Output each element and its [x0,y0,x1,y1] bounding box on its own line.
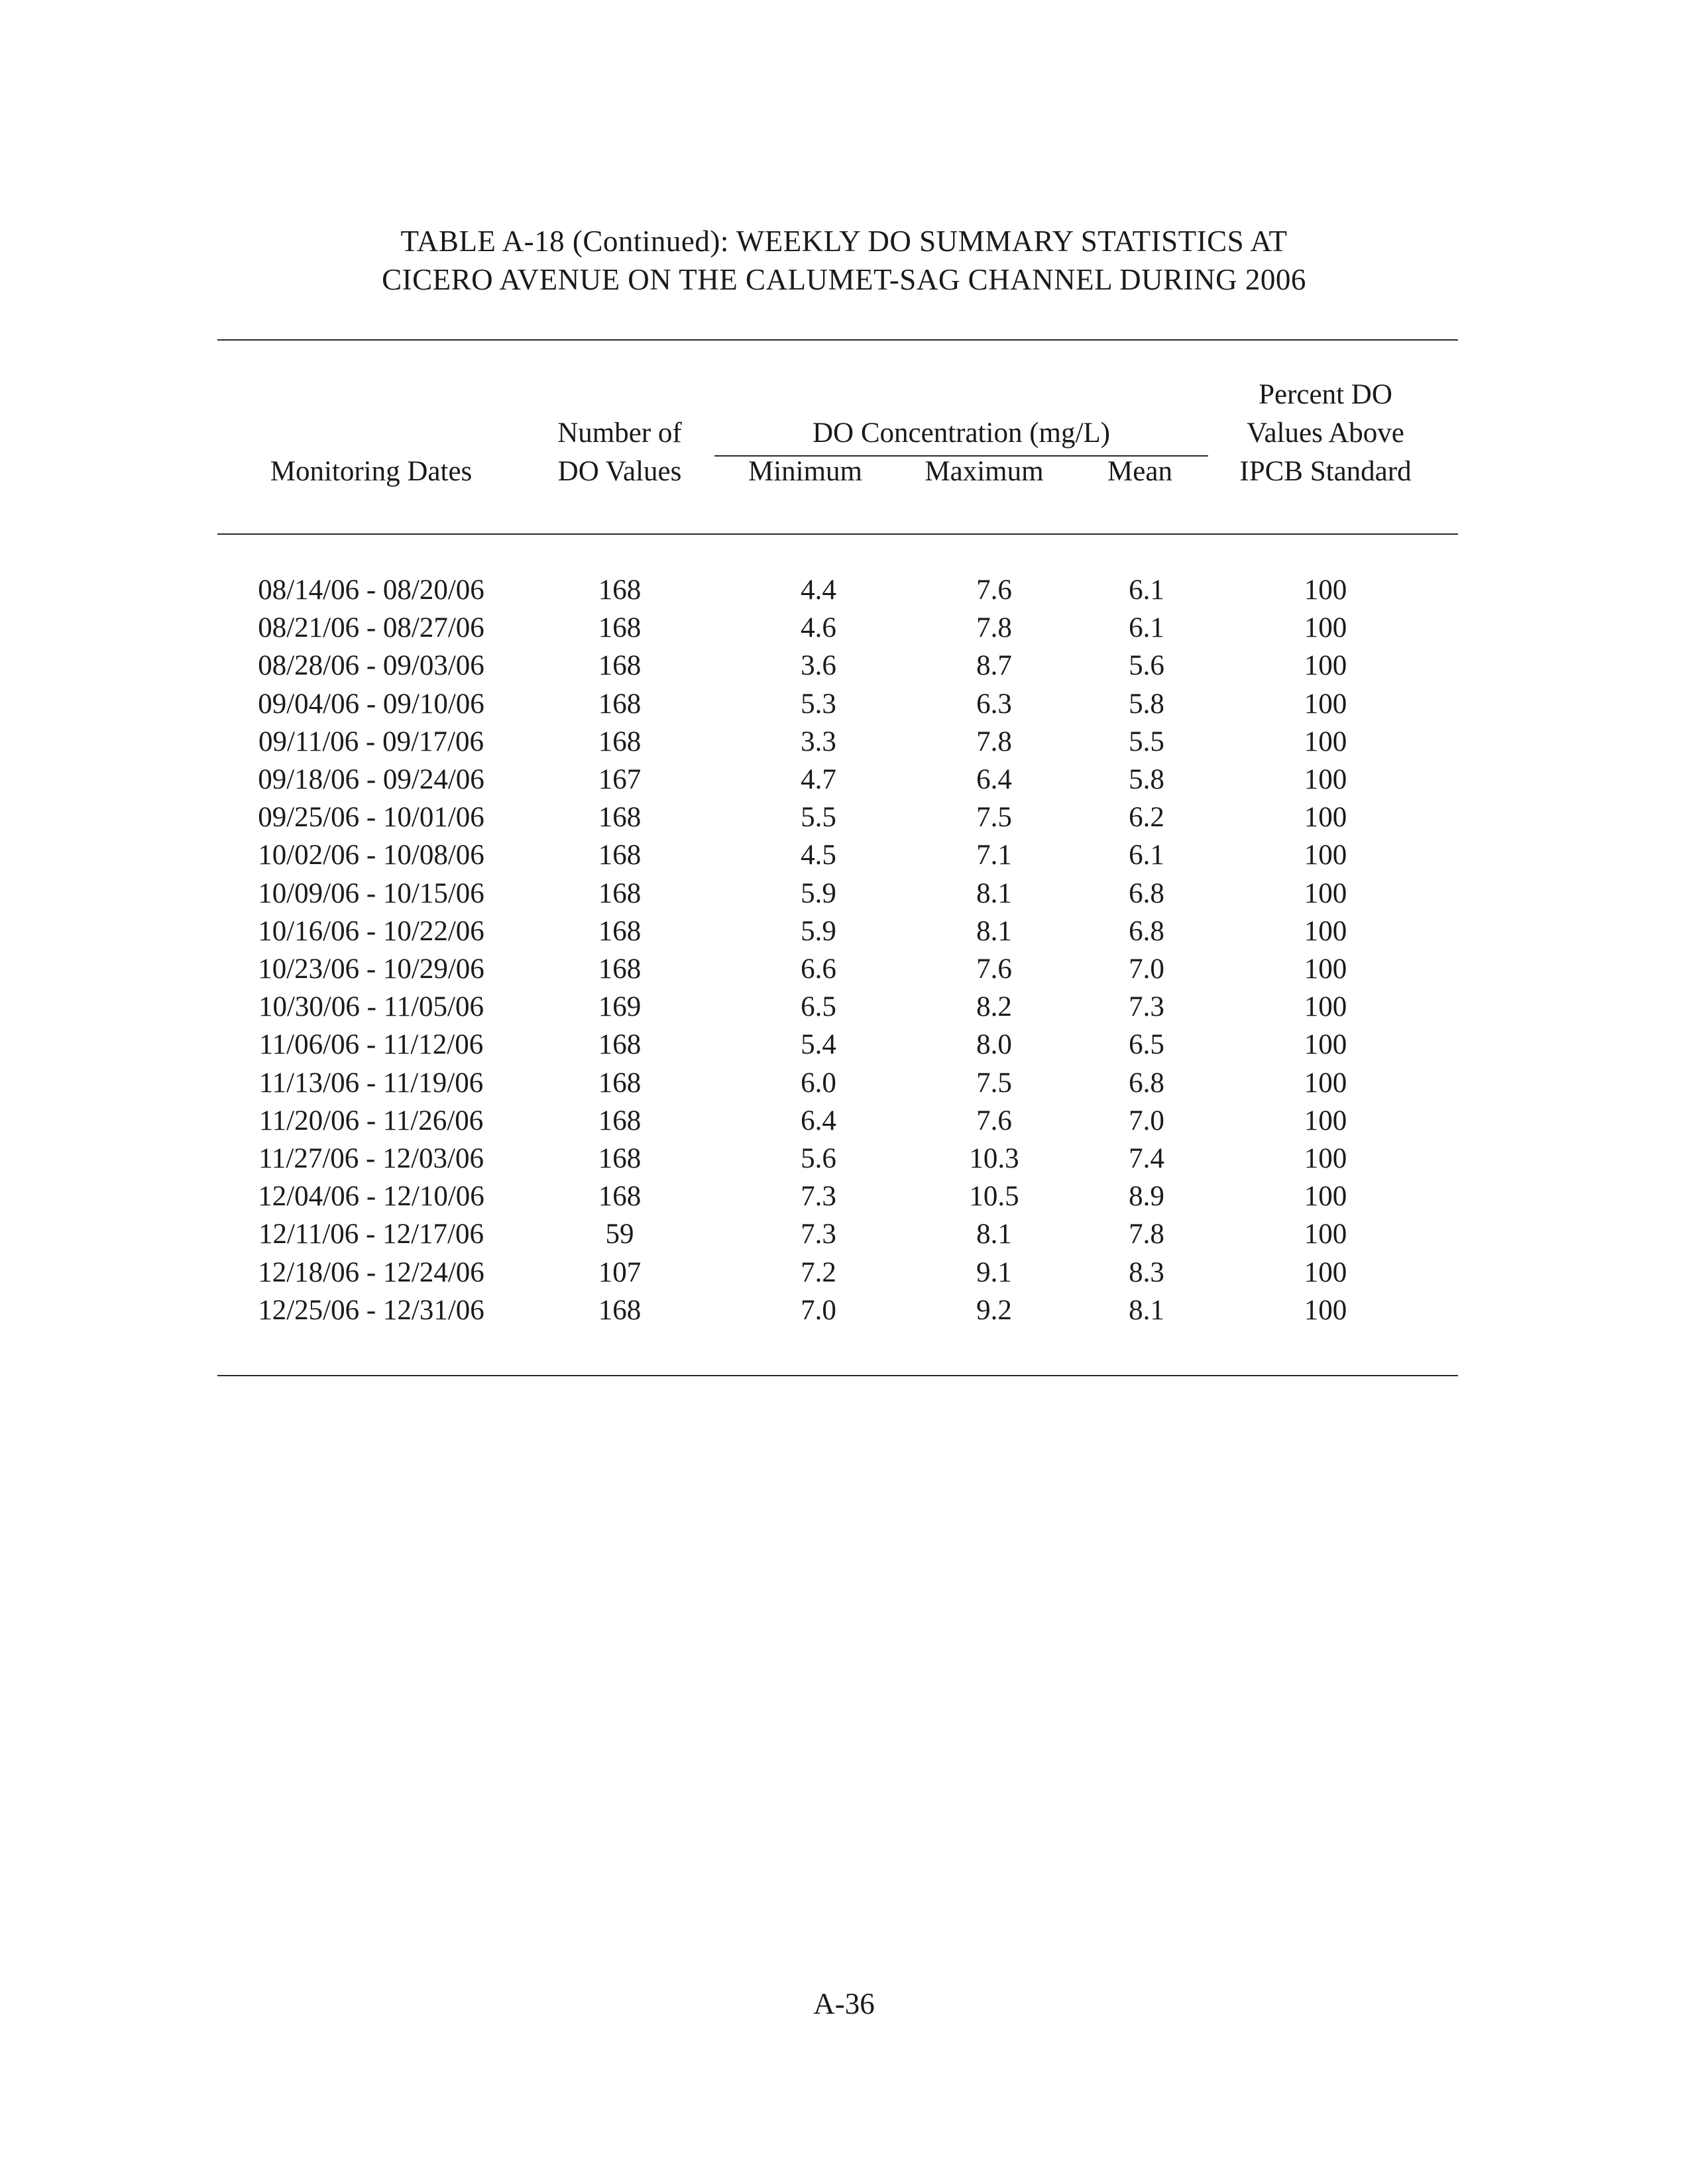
cell-percent-above-standard: 100 [1304,1029,1347,1061]
cell-minimum: 6.4 [801,1105,836,1136]
cell-mean: 7.0 [1129,1105,1164,1136]
cell-minimum: 5.3 [801,688,836,720]
cell-maximum: 10.3 [969,1143,1019,1174]
cell-do-value-count: 167 [598,764,642,795]
cell-monitoring-dates: 08/14/06 - 08/20/06 [258,574,484,606]
cell-monitoring-dates: 09/04/06 - 09/10/06 [258,688,484,720]
cell-mean: 6.8 [1129,1067,1164,1099]
cell-maximum: 9.1 [976,1256,1012,1288]
cell-mean: 6.5 [1129,1029,1164,1061]
cell-do-value-count: 168 [598,1143,642,1174]
header-monitoring-dates: Monitoring Dates [270,456,473,487]
cell-maximum: 7.1 [976,840,1012,871]
cell-monitoring-dates: 12/18/06 - 12/24/06 [258,1256,484,1288]
cell-maximum: 8.1 [976,877,1012,909]
cell-mean: 8.1 [1129,1294,1164,1326]
cell-minimum: 5.4 [801,1029,836,1061]
cell-percent-above-standard: 100 [1304,612,1347,644]
cell-monitoring-dates: 10/23/06 - 10/29/06 [258,954,484,985]
cell-maximum: 6.3 [976,688,1012,720]
cell-percent-above-standard: 100 [1304,1105,1347,1136]
header-ipcb-standard: IPCB Standard [1239,456,1412,487]
cell-do-value-count: 168 [598,1294,642,1326]
header-do-concentration: DO Concentration (mg/L) [812,417,1110,449]
cell-minimum: 5.9 [801,915,836,947]
cell-do-value-count: 168 [598,688,642,720]
cell-percent-above-standard: 100 [1304,954,1347,985]
cell-mean: 7.8 [1129,1219,1164,1250]
cell-percent-above-standard: 100 [1304,688,1347,720]
cell-minimum: 7.3 [801,1219,836,1250]
cell-do-value-count: 168 [598,1105,642,1136]
cell-monitoring-dates: 08/28/06 - 09/03/06 [258,650,484,682]
cell-monitoring-dates: 10/30/06 - 11/05/06 [258,991,484,1023]
cell-maximum: 7.6 [976,574,1012,606]
cell-minimum: 7.0 [801,1294,836,1326]
cell-maximum: 10.5 [969,1181,1019,1213]
cell-percent-above-standard: 100 [1304,1181,1347,1213]
page-number: A-36 [813,1987,875,2020]
cell-percent-above-standard: 100 [1304,991,1347,1023]
cell-percent-above-standard: 100 [1304,840,1347,871]
cell-do-value-count: 168 [598,726,642,757]
cell-percent-above-standard: 100 [1304,764,1347,795]
cell-do-value-count: 168 [598,1067,642,1099]
cell-maximum: 7.8 [976,612,1012,644]
cell-do-value-count: 168 [598,1029,642,1061]
cell-minimum: 6.5 [801,991,836,1023]
cell-monitoring-dates: 10/16/06 - 10/22/06 [258,915,484,947]
cell-monitoring-dates: 08/21/06 - 08/27/06 [258,612,484,644]
cell-maximum: 9.2 [976,1294,1012,1326]
cell-minimum: 7.3 [801,1181,836,1213]
cell-mean: 6.8 [1129,915,1164,947]
cell-percent-above-standard: 100 [1304,1067,1347,1099]
cell-minimum: 6.6 [801,954,836,985]
cell-mean: 7.0 [1129,954,1164,985]
cell-maximum: 7.6 [976,1105,1012,1136]
cell-monitoring-dates: 09/25/06 - 10/01/06 [258,802,484,834]
cell-percent-above-standard: 100 [1304,726,1347,757]
cell-mean: 6.2 [1129,802,1164,834]
header-maximum: Maximum [925,456,1044,487]
cell-maximum: 8.0 [976,1029,1012,1061]
cell-mean: 5.8 [1129,764,1164,795]
cell-percent-above-standard: 100 [1304,1219,1347,1250]
cell-mean: 7.3 [1129,991,1164,1023]
cell-percent-above-standard: 100 [1304,915,1347,947]
header-mean: Mean [1107,456,1172,487]
cell-minimum: 4.7 [801,764,836,795]
cell-do-value-count: 168 [598,877,642,909]
cell-minimum: 6.0 [801,1067,836,1099]
cell-do-value-count: 168 [598,1181,642,1213]
cell-minimum: 4.4 [801,574,836,606]
cell-maximum: 8.2 [976,991,1012,1023]
cell-minimum: 3.6 [801,650,836,682]
cell-maximum: 7.5 [976,1067,1012,1099]
cell-mean: 6.8 [1129,877,1164,909]
cell-do-value-count: 59 [605,1219,634,1250]
cell-minimum: 5.5 [801,802,836,834]
cell-mean: 6.1 [1129,612,1164,644]
cell-minimum: 5.9 [801,877,836,909]
cell-maximum: 8.1 [976,1219,1012,1250]
cell-minimum: 7.2 [801,1256,836,1288]
cell-maximum: 7.6 [976,954,1012,985]
header-rule [217,533,1458,535]
cell-do-value-count: 168 [598,612,642,644]
cell-percent-above-standard: 100 [1304,1294,1347,1326]
top-rule [217,339,1458,341]
cell-do-value-count: 168 [598,802,642,834]
cell-monitoring-dates: 12/04/06 - 12/10/06 [258,1181,484,1213]
cell-monitoring-dates: 12/11/06 - 12/17/06 [258,1219,484,1250]
cell-do-value-count: 107 [598,1256,642,1288]
cell-monitoring-dates: 09/11/06 - 09/17/06 [258,726,484,757]
cell-monitoring-dates: 12/25/06 - 12/31/06 [258,1294,484,1326]
table-title-line-2: CICERO AVENUE ON THE CALUMET-SAG CHANNEL DURING 2006 [382,263,1306,296]
cell-monitoring-dates: 09/18/06 - 09/24/06 [258,764,484,795]
cell-mean: 8.9 [1129,1181,1164,1213]
cell-percent-above-standard: 100 [1304,1143,1347,1174]
cell-minimum: 4.5 [801,840,836,871]
header-percent-do: Percent DO [1259,379,1392,410]
cell-mean: 6.1 [1129,574,1164,606]
cell-minimum: 3.3 [801,726,836,757]
cell-maximum: 8.7 [976,650,1012,682]
cell-do-value-count: 168 [598,650,642,682]
cell-monitoring-dates: 11/20/06 - 11/26/06 [258,1105,484,1136]
header-number-of: Number of [557,417,682,449]
cell-monitoring-dates: 11/27/06 - 12/03/06 [258,1143,484,1174]
cell-maximum: 6.4 [976,764,1012,795]
header-minimum: Minimum [748,456,863,487]
header-do-values: DO Values [557,456,682,487]
cell-percent-above-standard: 100 [1304,650,1347,682]
cell-percent-above-standard: 100 [1304,802,1347,834]
bottom-rule [217,1375,1458,1376]
cell-do-value-count: 168 [598,840,642,871]
cell-do-value-count: 168 [598,574,642,606]
cell-do-value-count: 168 [598,954,642,985]
cell-do-value-count: 168 [598,915,642,947]
table-title-line-1: TABLE A-18 (Continued): WEEKLY DO SUMMARY STATISTICS AT [400,225,1288,258]
cell-monitoring-dates: 11/13/06 - 11/19/06 [258,1067,484,1099]
cell-maximum: 8.1 [976,915,1012,947]
header-values-above: Values Above [1247,417,1404,449]
cell-monitoring-dates: 10/09/06 - 10/15/06 [258,877,484,909]
cell-mean: 5.6 [1129,650,1164,682]
cell-mean: 6.1 [1129,840,1164,871]
cell-percent-above-standard: 100 [1304,1256,1347,1288]
cell-monitoring-dates: 10/02/06 - 10/08/06 [258,840,484,871]
cell-maximum: 7.8 [976,726,1012,757]
cell-mean: 8.3 [1129,1256,1164,1288]
cell-percent-above-standard: 100 [1304,574,1347,606]
cell-mean: 5.8 [1129,688,1164,720]
cell-mean: 5.5 [1129,726,1164,757]
cell-do-value-count: 169 [598,991,642,1023]
cell-percent-above-standard: 100 [1304,877,1347,909]
cell-mean: 7.4 [1129,1143,1164,1174]
cell-minimum: 4.6 [801,612,836,644]
cell-minimum: 5.6 [801,1143,836,1174]
cell-monitoring-dates: 11/06/06 - 11/12/06 [258,1029,484,1061]
cell-maximum: 7.5 [976,802,1012,834]
